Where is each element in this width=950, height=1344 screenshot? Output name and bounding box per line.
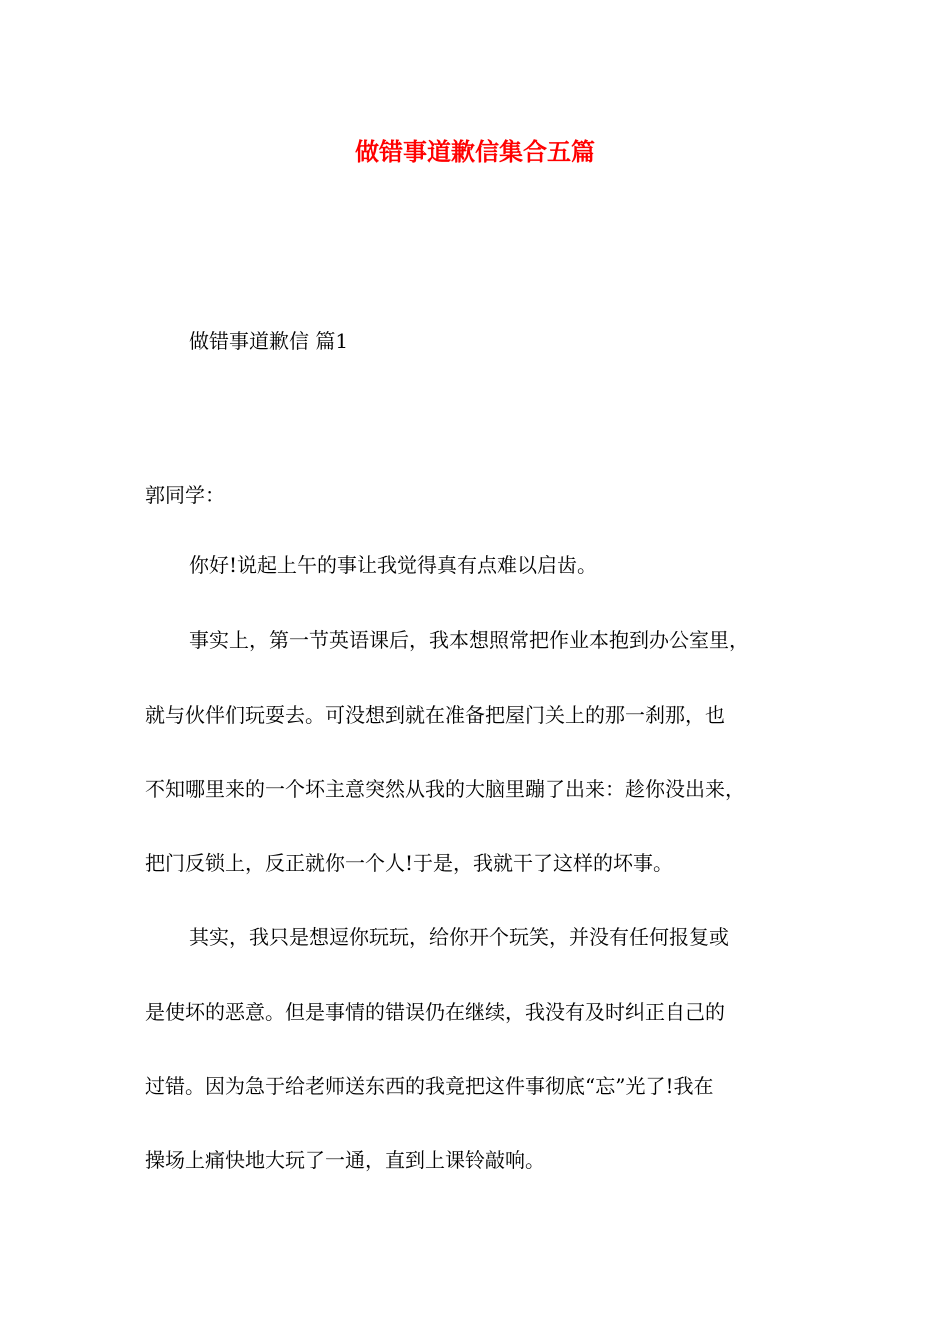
body-line: 事实上，第一节英语课后，我本想照常把作业本抱到办公室里，	[189, 628, 749, 652]
body-line: 不知哪里来的一个坏主意突然从我的大脑里蹦了出来：趁你没出来，	[145, 777, 745, 801]
body-line: 把门反锁上，反正就你一个人!于是，我就干了这样的坏事。	[145, 851, 674, 875]
body-line: 你好!说起上午的事让我觉得真有点难以启齿。	[189, 553, 598, 577]
letter-salutation: 郭同学：	[145, 483, 225, 507]
body-line: 过错。因为急于给老师送东西的我竟把这件事彻底“忘”光了!我在	[145, 1074, 714, 1098]
body-line: 操场上痛快地大玩了一通，直到上课铃敲响。	[145, 1148, 545, 1172]
body-line: 就与伙伴们玩耍去。可没想到就在准备把屋门关上的那一刹那，也	[145, 703, 725, 727]
body-line: 其实，我只是想逗你玩玩，给你开个玩笑，并没有任何报复或	[189, 925, 729, 949]
document-title: 做错事道歉信集合五篇	[355, 137, 595, 166]
section-heading: 做错事道歉信 篇1	[189, 329, 349, 353]
body-line: 是使坏的恶意。但是事情的错误仍在继续，我没有及时纠正自己的	[145, 1000, 725, 1024]
